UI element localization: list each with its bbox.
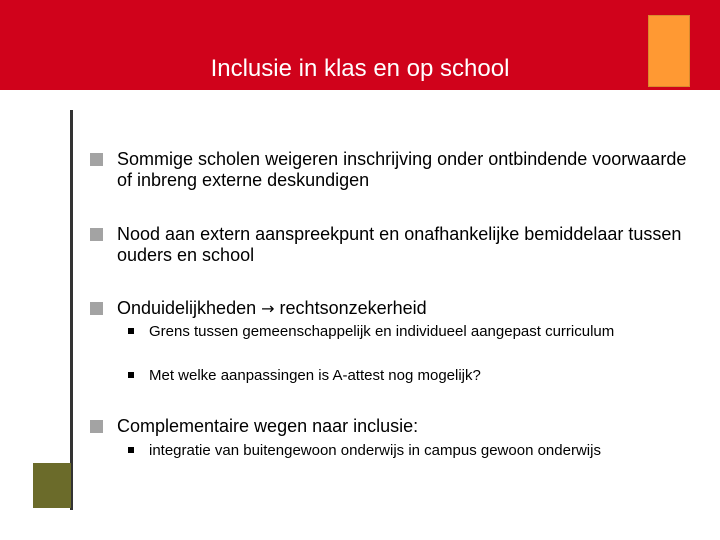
sub-bullet-item [128, 367, 703, 385]
sub-bullet-item [128, 442, 703, 460]
vertical-divider [70, 110, 73, 510]
bullet-item [90, 149, 700, 191]
decorative-block [33, 463, 71, 508]
bullet-item [90, 224, 700, 266]
small-square-bullet-icon [128, 328, 134, 334]
arrow-right-icon: → [261, 299, 275, 318]
square-bullet-icon [90, 228, 103, 241]
slide-title: Inclusie in klas en op school [210, 55, 510, 82]
sub-bullet-text: Met welke aanpassingen is A-attest nog mogelijk? [149, 367, 481, 384]
bullet-text: Sommige scholen weigeren inschrijving onder ontbindende voorwaarde of inbreng externe deskundigen [117, 149, 687, 190]
small-square-bullet-icon [128, 372, 134, 378]
bullet-item [90, 416, 700, 437]
square-bullet-icon [90, 302, 103, 315]
bullet-item [90, 298, 700, 319]
small-square-bullet-icon [128, 447, 134, 453]
bullet-text: Nood aan extern aanspreekpunt en onafhankelijke bemiddelaar tussen ouders en school [117, 224, 682, 265]
sub-bullet-text: integratie van buitengewoon onderwijs in campus gewoon onderwijs [149, 442, 601, 459]
sub-bullet-text: Grens tussen gemeenschappelijk en individueel aangepast curriculum [149, 323, 615, 340]
sub-bullet-item [128, 323, 703, 341]
square-bullet-icon [90, 153, 103, 166]
bullet-text: Complementaire wegen naar inclusie: [117, 416, 419, 436]
square-bullet-icon [90, 420, 103, 433]
bullet-text: Onduidelijkheden → rechtsonzekerheid [117, 298, 427, 318]
